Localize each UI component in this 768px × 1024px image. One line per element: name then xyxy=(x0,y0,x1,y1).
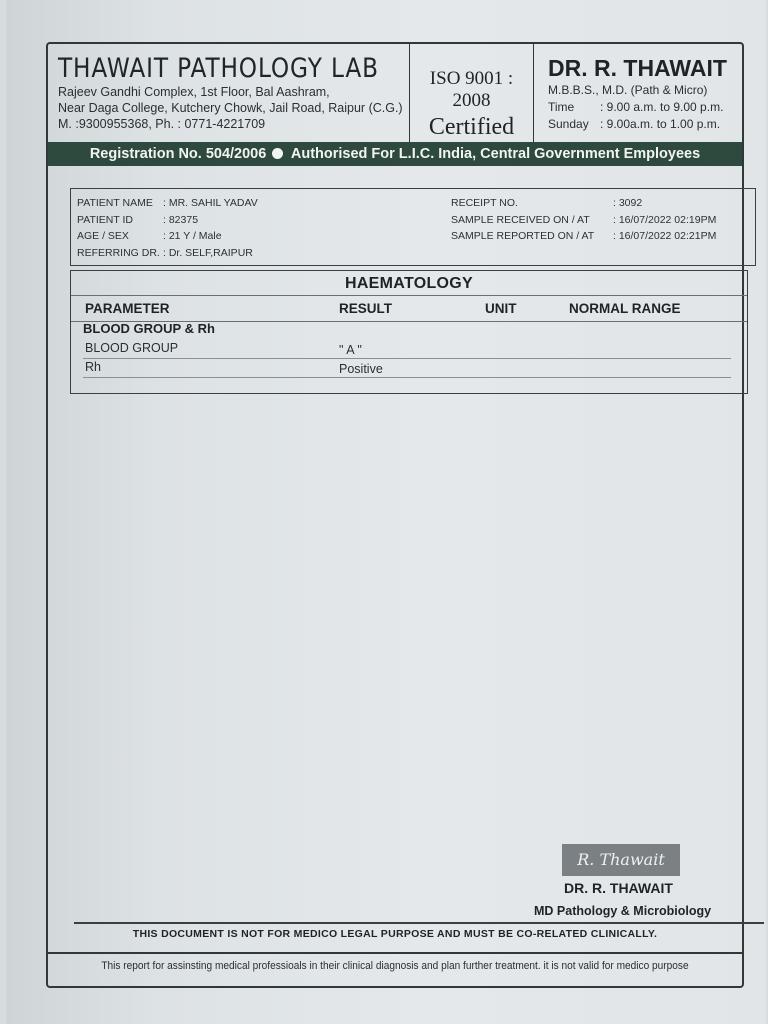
footer-divider xyxy=(48,952,742,954)
receipt-label: RECEIPT NO. xyxy=(451,197,518,209)
medico-legal-disclaimer: THIS DOCUMENT IS NOT FOR MEDICO LEGAL PURPOSE AND MUST BE CO-RELATED CLINICALLY. xyxy=(132,928,658,940)
footer-divider xyxy=(74,922,764,924)
footer-note: This report for assinsting medical professioals in their clinical diagnosis and plan further treatment. it is not valid for medico purpose xyxy=(101,960,689,972)
test-group-title: BLOOD GROUP & Rh xyxy=(83,321,215,336)
patient-name-label: PATIENT NAME xyxy=(77,197,153,209)
timing-label: Time xyxy=(548,100,575,114)
signature-stamp: R. Thawait xyxy=(562,844,680,876)
haematology-table xyxy=(70,270,748,394)
receipt-value: : 3092 xyxy=(613,197,643,209)
lab-address-line2: Near Daga College, Kutchery Chowk, Jail Road, Raipur (C.G.) xyxy=(58,101,403,115)
authorisation-text: Authorised For L.I.C. India, Central Government Employees xyxy=(290,146,701,162)
sample-reported-label: SAMPLE REPORTED ON / AT xyxy=(451,230,595,242)
column-header-unit: UNIT xyxy=(485,301,517,316)
lab-contact: M. :9300955368, Ph. : 0771-4221709 xyxy=(58,117,266,131)
bullet-icon xyxy=(272,148,283,159)
sunday-timing-row xyxy=(548,116,742,133)
doctor-degrees: M.B.B.S., M.D. (Path & Micro) xyxy=(548,83,708,97)
divider xyxy=(71,295,747,296)
patient-id-label: PATIENT ID xyxy=(77,213,134,226)
patient-details-left xyxy=(77,195,258,261)
referring-doctor-value: : Dr. SELF,RAIPUR xyxy=(163,246,253,259)
letterhead xyxy=(48,44,742,142)
receipt-row xyxy=(451,195,716,212)
column-header-parameter: PARAMETER xyxy=(85,301,170,316)
doctor-name-header: DR. R. THAWAIT xyxy=(548,55,727,81)
iso-certification-block xyxy=(410,44,534,142)
column-header-result: RESULT xyxy=(339,301,392,316)
registration-banner xyxy=(48,142,742,166)
timing-value: : 9.00 a.m. to 9.00 p.m. xyxy=(600,100,724,114)
patient-name-row xyxy=(77,195,258,212)
patient-id-row xyxy=(77,212,258,229)
patient-name-value: : MR. SAHIL YADAV xyxy=(163,197,258,209)
age-sex-row xyxy=(77,228,258,245)
report-page xyxy=(6,0,766,1024)
row-divider xyxy=(83,377,731,378)
age-sex-value: : 21 Y / Male xyxy=(163,230,222,242)
sunday-label: Sunday xyxy=(548,117,589,131)
lab-name: THAWAIT PATHOLOGY LAB xyxy=(58,53,379,84)
timing-row xyxy=(548,99,742,116)
sample-received-row xyxy=(451,212,716,229)
section-title: HAEMATOLOGY xyxy=(344,275,474,292)
table-row-parameter: BLOOD GROUP xyxy=(85,341,179,355)
sample-received-value: : 16/07/2022 02:19PM xyxy=(613,213,717,226)
sample-reported-row xyxy=(451,228,716,245)
sunday-value: : 9.00a.m. to 1.00 p.m. xyxy=(600,117,721,131)
table-row-result: Positive xyxy=(339,362,383,376)
patient-details-box xyxy=(70,188,756,266)
registration-number: Registration No. 504/2006 xyxy=(89,146,267,162)
patient-id-value: : 82375 xyxy=(163,213,199,226)
column-header-normal-range: NORMAL RANGE xyxy=(569,301,681,316)
doctor-info-block xyxy=(534,44,742,142)
age-sex-label: AGE / SEX xyxy=(77,230,129,242)
table-row-result: " A " xyxy=(339,343,362,357)
iso-standard: ISO 9001 : 2008 xyxy=(429,68,514,111)
lab-info-block xyxy=(48,44,410,142)
row-divider xyxy=(83,358,731,359)
sample-details-right xyxy=(451,195,716,245)
iso-certified: Certified xyxy=(428,114,515,140)
signatory-qualification: MD Pathology & Microbiology xyxy=(534,904,712,918)
lab-address-line1: Rajeev Gandhi Complex, 1st Floor, Bal Aashram, xyxy=(58,85,330,99)
signatory-name: DR. R. THAWAIT xyxy=(564,880,673,896)
referring-doctor-row xyxy=(77,245,258,262)
report-sheet xyxy=(46,42,744,988)
referring-doctor-label: REFERRING DR. xyxy=(77,246,160,259)
sample-reported-value: : 16/07/2022 02:21PM xyxy=(613,230,717,242)
sample-received-label: SAMPLE RECEIVED ON / AT xyxy=(451,213,590,226)
table-row-parameter: Rh xyxy=(85,360,101,374)
